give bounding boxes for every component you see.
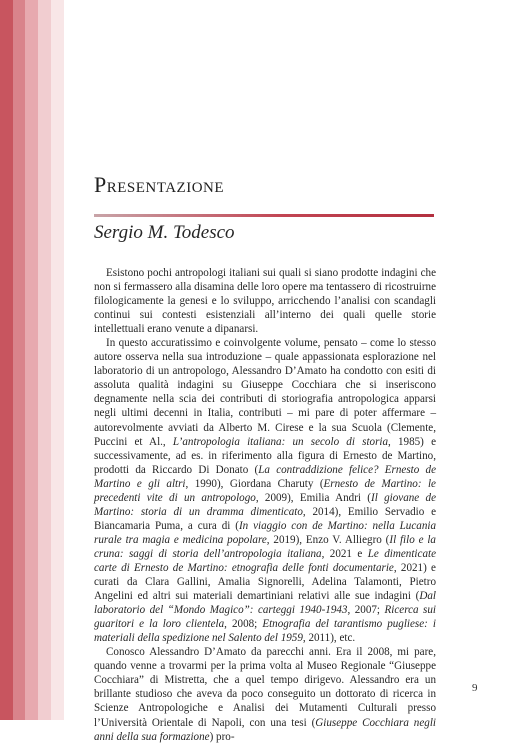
italic-title-text: Giuseppe Cocchiara negli anni della sua formazione	[94, 716, 436, 743]
page-number: 9	[472, 682, 478, 694]
paragraph-text: Esistono pochi antropologi italiani sui quali si siano prodotte indagini che non si fermassero alla disamina delle loro opere ma tentassero di ricostruirne filologicamente la genesi e lo sviluppo, arricchendo l’analisi con scandagli continui sui contesti esistenziali all’interno dei quali quelle storie intellettuali erano venute a dipanarsi.	[94, 267, 436, 336]
italic-title-text: Dal laboratorio del “Mondo Magico”: carteggi 1940-1943	[94, 590, 436, 617]
title-rule	[94, 214, 434, 217]
italic-title-text: Il giovane de Martino: storia di un dramma dimenticato	[94, 491, 436, 518]
paragraph-text: , 2019), Enzo V. Alliegro (	[266, 533, 390, 546]
paragraph-text: ) pro-	[209, 730, 235, 743]
paragraph-text: , 2007;	[347, 604, 385, 617]
body-text	[94, 266, 436, 744]
paragraph-text: , 2021) e curati da Clara Gallini, Amalia Signorelli, Adelina Talamonti, Pietro Angelini ed altri sui materiali demartiniani relativi alle sue indagini (	[94, 561, 436, 603]
paragraph-text: In questo accuratissimo e coinvolgente volume, pensato – come lo stesso autore osserva nella sua introduzione – quale appassionata esplorazione nel laboratorio di un antropologo, Alessandro D’Amato ha condotto con esiti di assoluta qualità indagini su Giuseppe Cocchiara che si inseriscono degnamente nella scia dei contributi di storiografia antropologica apparsi negli ultimi decenni in Italia, contributi – mi pare di poter affermare – autorevolmente avviati da Alberto M. Cirese e la sua Scuola (Clemente, Puccini et Al.,	[94, 337, 436, 448]
paragraph-text: , 2009), Emilia Andri (	[255, 491, 372, 504]
decorative-stripe	[38, 0, 51, 720]
italic-title-text: Le dimenticate carte di Ernesto de Martino: etnografia delle fonti documentarie	[94, 547, 436, 574]
body-paragraph	[94, 645, 436, 743]
paragraph-text: Conosco Alessandro D’Amato da parecchi anni. Era il 2008, mi pare, quando venne a trovarmi per la prima volta al Museo Regionale “Giuseppe Cocchiara” di Mistretta, che a quel tempo dirigevo. Alessandro era un brillante studioso che aveva da poco conseguito un dottorato di ricerca in Scienze Antropologiche e Analisi dei Mutamenti Culturali presso l’Università Orientale di Napoli, con una tesi (	[94, 646, 436, 729]
body-paragraph	[94, 266, 436, 336]
italic-title-text: Ernesto de Martino: le precedenti vite di un antropologo	[94, 477, 436, 504]
body-paragraph	[94, 336, 436, 645]
italic-title-text: Il filo e la cruna: saggi di storia dell’antropologia italiana	[94, 533, 436, 560]
decorative-stripe	[0, 0, 13, 720]
paragraph-text: , 2008;	[224, 618, 263, 631]
paragraph-text: , 2014), Emilio Servadio e Biancamaria Puma, a cura di (	[94, 505, 436, 532]
italic-title-text: Ricerca sui guaritori e la loro clientela	[94, 604, 436, 631]
paragraph-text: , 2021 e	[321, 547, 368, 560]
italic-title-text: In viaggio con de Martino: nella Lucania rurale tra magia e medicina popolare	[94, 519, 437, 546]
italic-title-text: Etnografia del tarantismo pugliese: i materiali della spedizione nel Salento del 1959	[94, 618, 436, 645]
paragraph-text: , 1990), Giordana Charuty (	[185, 477, 324, 490]
italic-title-text: L’antropologia italiana: un secolo di storia	[172, 435, 389, 448]
decorative-stripe	[51, 0, 64, 720]
author-name: Sergio M. Todesco	[94, 222, 235, 243]
page-title: Presentazione	[94, 172, 225, 197]
paragraph-text: , 1985) e successivamente, ad es. in riferimento alla figura di Ernesto de Martino, prodotti da Riccardo Di Donato (	[94, 435, 436, 476]
decorative-stripe	[13, 0, 25, 720]
decorative-stripe	[25, 0, 38, 720]
paragraph-text: , 2011), etc.	[302, 632, 356, 645]
italic-title-text: La contraddizione felice? Ernesto de Martino e gli altri	[94, 463, 436, 490]
